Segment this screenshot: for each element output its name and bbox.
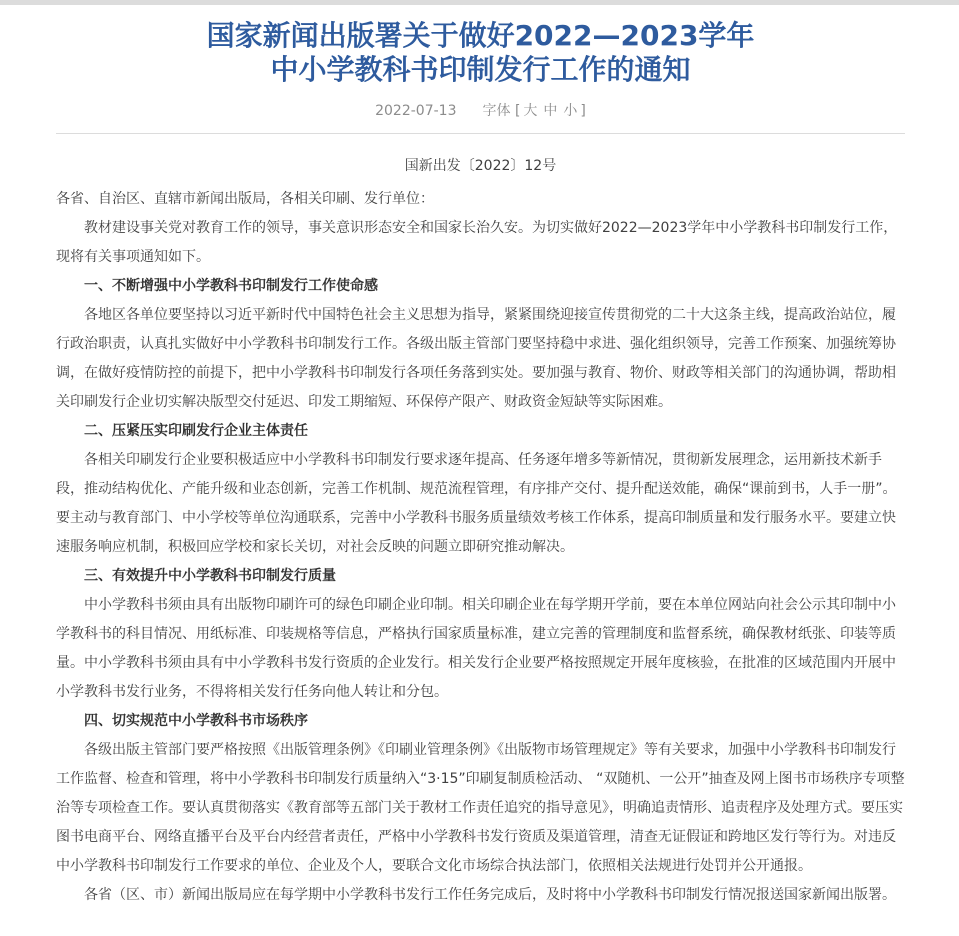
section-3-paragraph: 中小学教科书须由具有出版物印刷许可的绿色印刷企业印制。相关印刷企业在每学期开学前，要在本单位网站向社会公示其印制中小学教科书的科目情况、用纸标准、印装规格等信息，严格执行国家质量标准，建立完善的管理制度和监督系统，确保教材纸张、印装等质量。中小学教科书须由具有中小学教科书发行资质的企业发行。相关发行企业要严格按照规定开展年度核验，在批准的区域范围内开展中小学教科书发行业务，不得将相关发行任务向他人转让和分包。 [56, 597, 896, 700]
closing-paragraph: 各省（区、市）新闻出版局应在每学期中小学教科书发行工作任务完成后，及时将中小学教科书印制发行情况报送国家新闻出版署。 [84, 887, 896, 903]
page-title [56, 19, 905, 87]
top-border-bar [0, 0, 959, 5]
section-heading-3: 三、有效提升中小学教科书印制发行质量 [84, 568, 336, 584]
meta-line [56, 101, 905, 121]
bracket-open: [ [514, 103, 521, 119]
salutation-line: 各省、自治区、直辖市新闻出版局，各相关印刷、发行单位： [56, 191, 434, 207]
article-page [0, 19, 959, 910]
font-size-control [482, 103, 585, 119]
intro-paragraph: 教材建设事关党对教育工作的领导，事关意识形态安全和国家长治久安。为切实做好2022—2023学年中小学教科书印制发行工作，现将有关事项通知如下。 [56, 220, 898, 265]
font-size-medium[interactable]: 中 [543, 103, 558, 119]
page-title-line1: 国家新闻出版署关于做好2022—2023学年 [206, 19, 755, 52]
font-size-large[interactable]: 大 [523, 103, 538, 119]
document-number: 国新出发〔2022〕12号 [404, 158, 557, 174]
bracket-close: ] [580, 103, 586, 119]
font-size-label: 字体 [482, 103, 511, 119]
font-size-small[interactable]: 小 [563, 103, 578, 119]
page-title-line2: 中小学教科书印制发行工作的通知 [270, 53, 691, 86]
document-body [56, 185, 905, 910]
section-2-paragraph: 各相关印刷发行企业要积极适应中小学教科书印制发行要求逐年提高、任务逐年增多等新情况，贯彻新发展理念，运用新技术新手段，推动结构优化、产能升级和业态创新，完善工作机制、规范流程管理，有序排产交付、提升配送效能，确保“课前到书，人手一册”。要主动与教育部门、中小学校等单位沟通联系，完善中小学教科书服务质量绩效考核工作体系，提高印制质量和发行服务水平。要建立快速服务响应机制，积极回应学校和家长关切，对社会反映的问题立即研究推动解决。 [56, 452, 897, 555]
section-4-paragraph: 各级出版主管部门要严格按照《出版管理条例》《印刷业管理条例》《出版物市场管理规定》等有关要求，加强中小学教科书印制发行工作监督、检查和管理，将中小学教科书印制发行质量纳入“3·15”印刷复制质检活动、 “双随机、一公开”抽查及网上图书市场秩序专项整治等专项检查工作。要认真贯彻落实《教育部等五部门关于教材工作责任追究的指导意见》，明确追责情形、追责程序及处理方式。要压实图书电商平台、网络直播平台及平台内经营者责任，严格中小学教科书发行资质及渠道管理，清查无证假证和跨地区发行等行为。对违反中小学教科书印制发行工作要求的单位、企业及个人，要联合文化市场综合执法部门，依照相关法规进行处罚并公开通报。 [56, 742, 905, 874]
section-1-paragraph: 各地区各单位要坚持以习近平新时代中国特色社会主义思想为指导，紧紧围绕迎接宣传贯彻党的二十大这条主线，提高政治站位，履行政治职责，认真扎实做好中小学教科书印制发行工作。各级出版主管部门要坚持稳中求进、强化组织领导，完善工作预案、加强统筹协调，在做好疫情防控的前提下，把中小学教科书印制发行各项任务落到实处。要加强与教育、物价、财政等相关部门的沟通协调，帮助相关印刷发行企业切实解决版型交付延迟、印发工期缩短、环保停产限产、财政资金短缺等实际困难。 [56, 307, 896, 410]
section-heading-1: 一、不断增强中小学教科书印制发行工作使命感 [84, 278, 378, 294]
header-separator [56, 133, 905, 134]
section-heading-4: 四、切实规范中小学教科书市场秩序 [84, 713, 308, 729]
publish-date: 2022-07-13 [375, 103, 457, 119]
section-heading-2: 二、压紧压实印刷发行企业主体责任 [84, 423, 308, 439]
